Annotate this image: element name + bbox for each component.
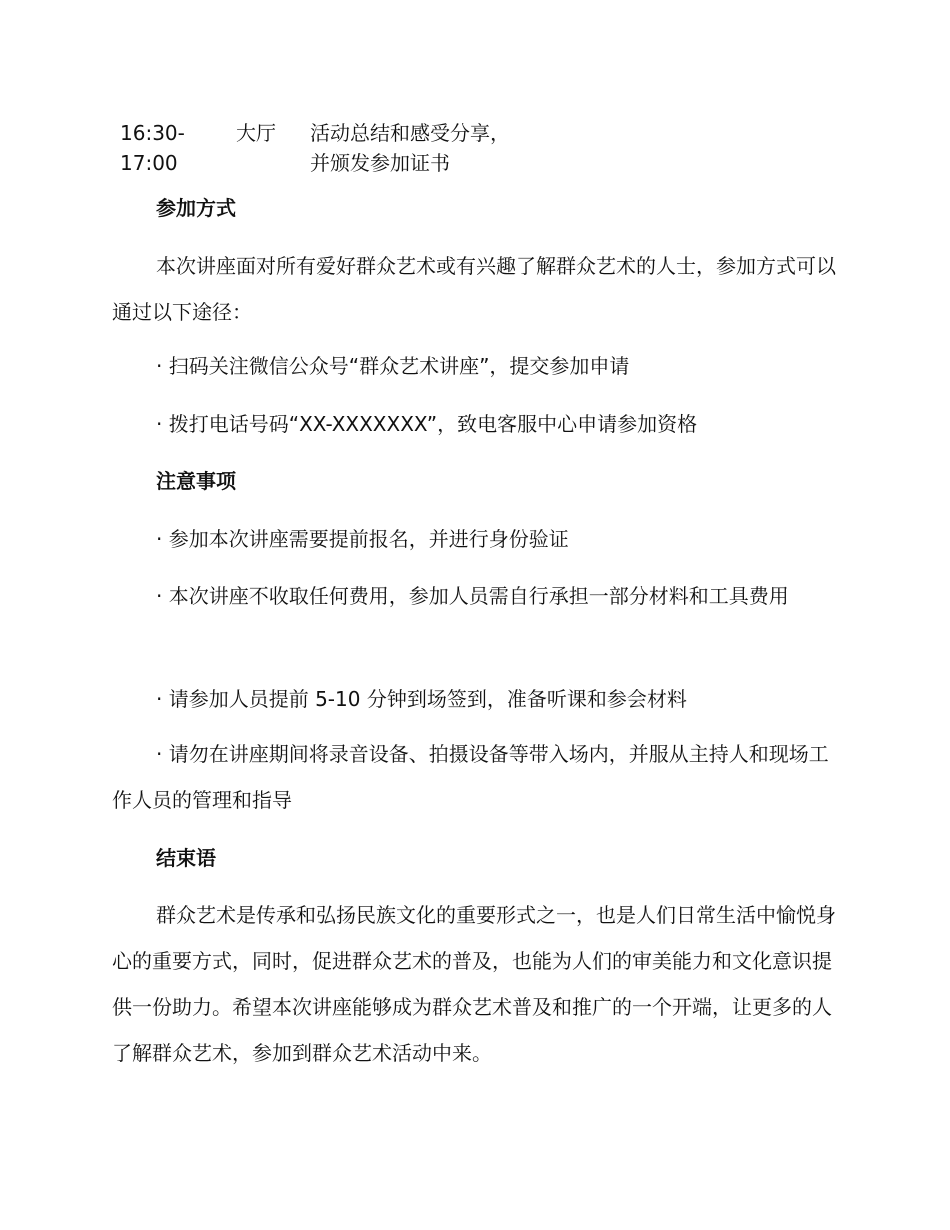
closing-heading: 结束语: [156, 846, 216, 870]
schedule-row: [120, 118, 540, 178]
notes-item-fees: · 本次讲座不收取任何费用，参加人员需自行承担一部分材料和工具费用: [156, 584, 789, 608]
schedule-place: 大厅: [236, 121, 276, 145]
participation-item-phone: · 拨打电话号码“XX-XXXXXXX”，致电客服中心申请参加资格: [156, 412, 698, 436]
participation-heading: 参加方式: [156, 196, 236, 220]
notes-item-devices: · 请勿在讲座期间将录音设备、拍摄设备等带入场内，并服从主持人和现场工作人员的管理和指导: [112, 742, 829, 812]
notes-item-checkin: · 请参加人员提前 5-10 分钟到场签到，准备听课和参会材料: [156, 687, 687, 711]
notes-item-registration: · 参加本次讲座需要提前报名，并进行身份验证: [156, 527, 569, 551]
participation-item-wechat: · 扫码关注微信公众号“群众艺术讲座”，提交参加申请: [156, 354, 630, 378]
participation-intro: 本次讲座面对所有爱好群众艺术或有兴趣了解群众艺术的人士，参加方式可以通过以下途径：: [112, 254, 836, 324]
schedule-activity: 活动总结和感受分享，并颁发参加证书: [310, 121, 510, 175]
schedule-time: 16:30-17:00: [120, 121, 185, 175]
notes-heading: 注意事项: [156, 469, 236, 493]
closing-text: 群众艺术是传承和弘扬民族文化的重要形式之一，也是人们日常生活中愉悦身心的重要方式，同时，促进群众艺术的普及，也能为人们的审美能力和文化意识提供一份助力。希望本次讲座能够成为群众艺术普及和推广的一个开端，让更多的人了解群众艺术，参加到群众艺术活动中来。: [112, 903, 836, 1065]
